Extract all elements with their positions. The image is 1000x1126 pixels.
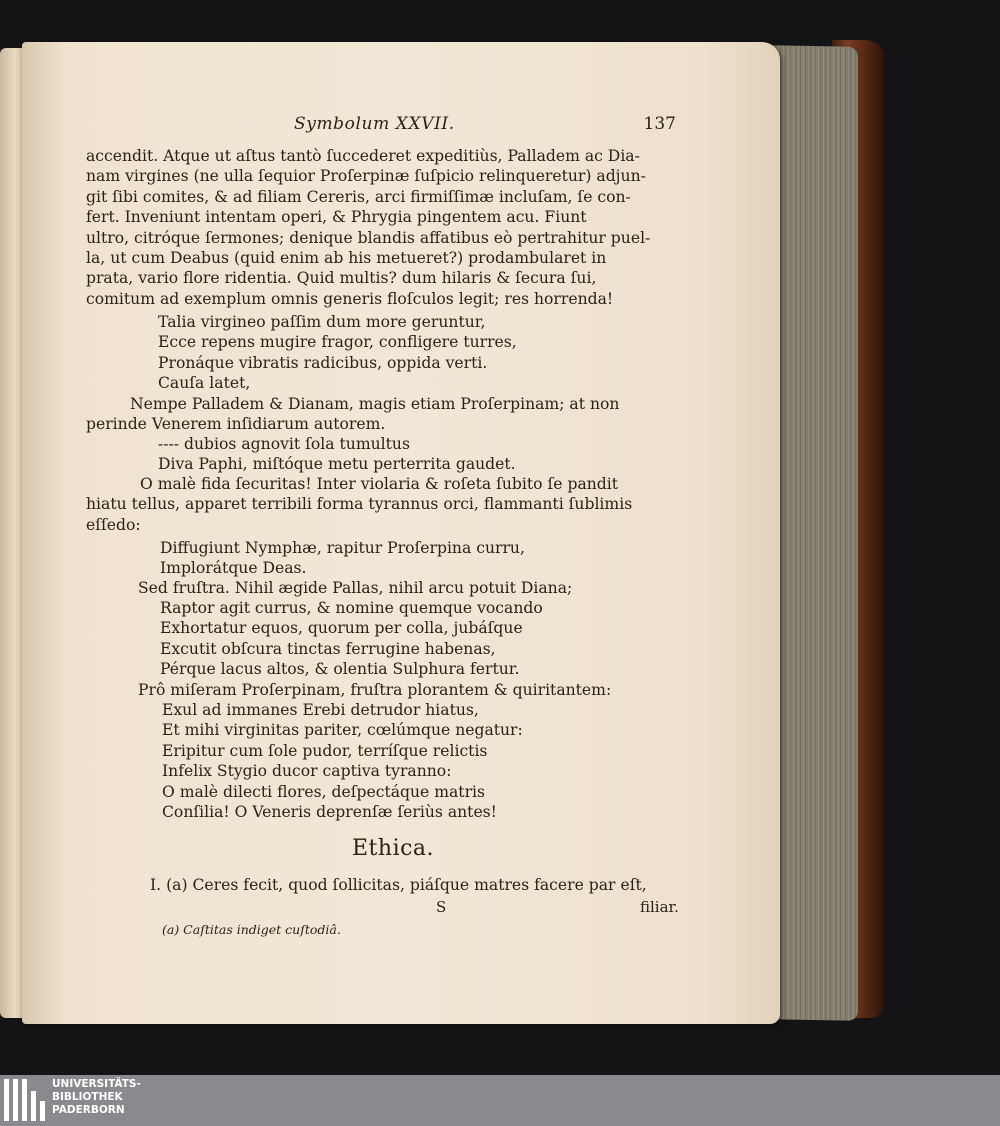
text-line: ultro, citróque ſermones; denique blandis affatibus eò pertrahitur puel- (86, 228, 651, 247)
ethica-first-line: I. (a) Ceres fecit, quod ſollicitas, piáſque matres facere par eſt, (150, 876, 647, 894)
text-line: comitum ad exemplum omnis generis floſculos legit; res horrenda! (86, 289, 614, 308)
verse-line: Talia virgineo paſſim dum more geruntur, (158, 313, 486, 331)
logo-line: PADERBORN (52, 1104, 125, 1116)
text-line: fert. Inveniunt intentam operi, & Phrygia pingentem acu. Fiunt (86, 208, 587, 227)
verse-line: Raptor agit currus, & nomine quemque vocando (160, 599, 543, 617)
verse-line: Diffugiunt Nymphæ, rapitur Proſerpina curru, (160, 539, 525, 557)
verse-block-2 (158, 434, 516, 475)
text-line: nam virgines (ne ulla ſequior Proſerpinæ ſuſpicio relinqueretur) adjun- (86, 167, 646, 186)
running-title: Symbolum XXVII. (294, 114, 455, 134)
prose-block-1 (86, 146, 676, 309)
prose-block-2 (86, 394, 676, 435)
verse-line: Pérque lacus altos, & olentia Sulphura fertur. (160, 660, 520, 679)
library-logo-text (52, 1078, 141, 1117)
footnote: (a) Caſtitas indiget cuſtodiâ. (162, 922, 341, 937)
verse-block-5 (162, 700, 523, 822)
logo-line: BIBLIOTHEK (52, 1091, 123, 1103)
verse-line: Cauſa latet, (158, 374, 251, 393)
prose-block-3 (86, 474, 676, 535)
text-line: hiatu tellus, apparet terribili forma tyrannus orci, flammanti ſublimis (86, 495, 633, 514)
verse-line: ---- dubios agnovit ſola tumultus (158, 435, 410, 453)
text-line: O malè fida ſecuritas! Inter violaria & roſeta ſubito ſe pandit (140, 475, 619, 493)
verse-line: Exhortatur equos, quorum per colla, jubáſque (160, 619, 523, 638)
text-line: Sed fruſtra. Nihil ægide Pallas, nihil arcu potuit Diana; (138, 579, 573, 597)
verse-line: Implorátque Deas. (160, 559, 307, 578)
verse-line: Excutit obſcura tinctas ferrugine habenas, (160, 639, 496, 658)
verse-line: Infelix Stygio ducor captiva tyranno: (162, 762, 452, 781)
text-line: prata, vario flore ridentia. Quid multis? dum hilaris & ſecura ſui, (86, 269, 597, 288)
text-line: Nempe Palladem & Dianam, magis etiam Proſerpinam; at non (130, 395, 620, 413)
text-line: eſſedo: (86, 515, 141, 534)
verse-line: Exul ad immanes Erebi detrudor hiatus, (162, 701, 479, 719)
text-line: git ſibi comites, & ad filiam Cereris, arci firmiſſimæ incluſam, ſe con- (86, 187, 631, 206)
text-line: la, ut cum Deabus (quid enim ab his metueret?) prodambularet in (86, 249, 607, 268)
text-line: Prô miſeram Proſerpinam, fruſtra plorantem & quiritantem: (138, 681, 612, 699)
text-line: accendit. Atque ut aſtus tantò ſuccederet expeditiùs, Palladem ac Dia- (86, 147, 640, 165)
verse-line: Et mihi virginitas pariter, cœlúmque negatur: (162, 721, 523, 740)
verse-block-4 (160, 598, 543, 680)
verse-line: Diva Paphi, miſtóque metu perterrita gaudet. (158, 455, 516, 474)
library-logo-icon (4, 1079, 48, 1121)
signature-mark: S (436, 898, 447, 916)
prose-block-5 (138, 680, 611, 700)
verse-line: Pronáque vibratis radicibus, oppida verti. (158, 353, 488, 372)
page-header (86, 114, 676, 136)
text-line: perinde Venerem inſidiarum autorem. (86, 415, 386, 434)
verse-line: Eripitur cum ſole pudor, terríſque relictis (162, 741, 488, 760)
left-page-edge (0, 48, 24, 1018)
page-number: 137 (643, 114, 676, 134)
verse-line: Conſilia! O Veneris deprenſæ ſeriùs antes! (162, 803, 497, 822)
verse-line: Ecce repens mugire fragor, confligere turres, (158, 333, 517, 352)
verse-block-1 (158, 312, 517, 394)
library-footer (0, 1075, 1000, 1126)
catchword: filiar. (640, 898, 679, 916)
logo-line: UNIVERSITÄTS- (52, 1078, 141, 1090)
prose-block-4 (138, 578, 572, 598)
section-heading: Ethica. (352, 836, 435, 861)
verse-line: O malè dilecti flores, deſpectáque matris (162, 782, 486, 801)
verse-block-3 (160, 538, 525, 579)
